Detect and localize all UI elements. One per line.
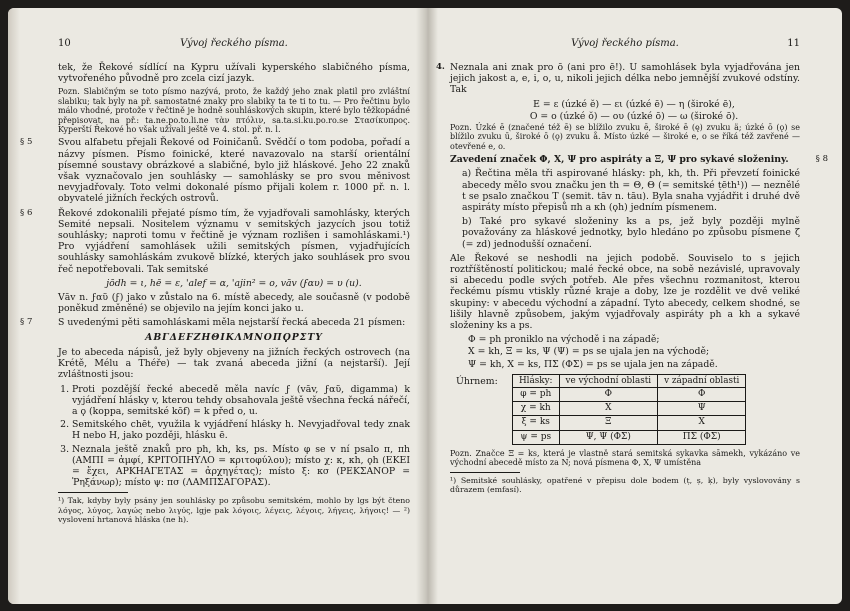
left-page — [20, 38, 410, 527]
table-cell: ΠΣ (ΦΣ) — [658, 430, 746, 444]
book-spread — [8, 8, 842, 604]
semitic-equation: jōdh = ι, hē = ε, 'alef = α, 'ajin² = ο, vāv (ϝαυ) = υ (u). — [106, 277, 362, 289]
table-cell: ψ = ps — [513, 430, 560, 444]
vav-paragraph: Vāv n. ϝαῦ (ϝ) jako v zůstalo na 6. místě abecedy, ale současně (v podobě poněkud změněné) se objevilo na jejím konci jako u. — [58, 292, 410, 315]
body-paragraph: Ale Řekové se neshodli na jejich podobě. Souviselo to s jejich roztříštěností politickou; malé řecké obce, na sobě nezávislé, upravovaly si abecedu podle svých potřeb. Ale přes všechnu rozmanitost, kterou řeckému písmu vtiskly různé kraje a doby, lze je rozdělit ve dvě veliké skupiny: v abecedu východní a západní. Tyto abecedy, celkem shodné, se lišily hlavně způsobem, jakým vyjadřovaly aspiráty ph a kh a sykavé složeniny ks a ps. — [450, 252, 800, 332]
table-header: Hlásky: — [513, 374, 560, 387]
list-item: 2. Semitského chēt, využila k vyjádření hlásky h. Nevyjadřoval tedy znak H nebo H, jako později, hlásku ē. — [72, 419, 410, 441]
table-header: ve východní oblasti — [559, 374, 658, 387]
table-cell: Φ — [658, 387, 746, 401]
table-cell: Ξ — [559, 416, 658, 430]
table-row — [513, 402, 746, 416]
running-head: Vývoj řeckého písma. — [180, 38, 288, 49]
table-cell: χ = kh — [513, 402, 560, 416]
features-list — [58, 384, 410, 489]
running-head: Vývoj řeckého písma. — [571, 38, 679, 49]
summary-table-block — [450, 374, 800, 445]
equation: E = ε (úzké ĕ) — ει (úzké ē) — η (široké ē), — [533, 98, 735, 110]
list-item: 3. Neznala ještě znaků pro ph, kh, ks, ps. Místo φ se v ní psalo π, πh (ΑΜΠΙ = ἀμφί, ΚΡΙΤΟΠΗΥΛΟ = κριτοφύλου); místo χ: κ, κh, ϙh (ΕΚΕΙ = ἔχει, ΑΡΚΗΑΓΕΤΑΣ = ἀρχηγέτας); místo ξ: κσ (ΡΕΚΣΑΝΟΡ = Ῥηξάνωρ); místo ψ: πσ (ΛΑΜΠΣΑΓΟΡΑΣ). — [72, 444, 410, 489]
page-number: 10 — [58, 38, 71, 49]
item-text: Neznala ani znak pro ō (ani pro ē!). U samohlásek byla vyjadřována jen jejich jakost a, e, i, o, u, nikoli jejich délka nebo jemnější zvukové odstíny. Tak — [450, 62, 800, 96]
book-gutter — [416, 8, 438, 604]
section-mark: § 7 — [20, 317, 33, 328]
section-text: Řekové zdokonalili přejaté písmo tím, že vyjadřovali samohlásky, kterých Semité nepsali. Nositelem významu v semitských jazycích jsou totiž souhlásky; naproti tomu v řečtině je význam rozlišen i samohláskami.¹) Pro vyjádření samohlásek užili semitských písmen, vyjadřujících souhlásky samohláskám zvukově blízké, kterých jako souhlásek pro svou řeč nepotřebovali. Tak semitské — [58, 207, 410, 275]
footnote: ¹) Semitské souhlásky, opatřené v přepisu dole bodem (ṭ, ṣ, ḳ), byly vyslovovány s důrazem (emfasí). — [450, 475, 800, 494]
footnote-rule — [58, 492, 128, 493]
section-5 — [20, 137, 410, 205]
table-label: Úhrnem: — [456, 375, 498, 387]
table-cell: Χ — [658, 416, 746, 430]
point-a: a) Řečtina měla tři aspirované hlásky: ph, kh, th. Při převzetí foinické abecedy mělo svou značku jen th = Θ, Θ (= semitské ṭēth¹)) — neznělé t se psalo značkou Τ (semit. tāv n. tāu). Byla snaha vyjádřit i druhé dvě aspiráty místo přepisů πh a κh (ϙh) jedním písmenem. — [462, 168, 800, 214]
footnote: ¹) Tak, kdyby byly psány jen souhlásky po způsobu semitském, mohlo by lgs být čteno λόγος, λύγος, λαγώς nebo λιγύς, lgje pak λόγοις, λέγεις, λέγοις, λήγεις, λήγοις! — ²) vyslovení hrtanová hláska (ne h). — [58, 496, 410, 524]
footnote-rule — [450, 472, 520, 473]
page-number: 11 — [787, 38, 800, 49]
table-cell: φ = ph — [513, 387, 560, 401]
section-6 — [20, 207, 410, 275]
table-cell: Ψ, Ψ (ΦΣ) — [559, 430, 658, 444]
note-paragraph: Pozn. Značce Ξ = ks, která je vlastně stará semitská sykavka sāmekh, vykázáno ve východní abecedě místo za N; nová písmena Φ, Χ, Ψ umístěna — [450, 448, 800, 468]
section-text: Svou alfabetu přejali Řekové od Foiničanů. Svědčí o tom podoba, pořadí a názvy písmen. Písmo foinické, které navazovalo na starší orientální písemné soustavy obrázkové a slabičné, bylo již hláskové. Jeho 22 znaků však vyznačovalo jen souhlásky — samohlásky se pro svou měnivost nevyjadřovaly. Toto velmi dokonalé písmo přijali kolem r. 1000 př. n. l. obyvatelé jižních řeckých ostrovů. — [58, 137, 410, 205]
table-cell: Χ — [559, 402, 658, 416]
list-item: Χ = kh, Ξ = ks, Ψ (Ψ) = ps se ujala jen na východě; — [468, 346, 710, 358]
table-row — [513, 416, 746, 430]
table-header-row — [513, 374, 746, 387]
note-paragraph: Pozn. Úzké ē (značené též ē) se blížilo zvuku ē, široké ē (ę) zvuku ä; úzké ō (ǫ) se blížilo zvuku ū, široké ō (ǫ) zvuku å. Místo úzké — široké e, o se říká též zavřené — otevřené e, o. — [450, 123, 800, 151]
right-header — [450, 38, 800, 52]
section-heading: Zavedení značek Φ, Χ, Ψ pro aspiráty a Ξ, Ψ pro sykavé složeniny. — [450, 154, 789, 166]
greek-alphabet: ΑΒΓΔΕϜΖΗΘΙΚΛΜΝΟΠϘΡΣΤΥ — [145, 331, 323, 343]
table-cell: Ψ — [658, 402, 746, 416]
note-paragraph: Pozn. Slabičným se toto písmo nazývá, proto, že každý jeho znak platil pro zvláštní slabiku; tak byly na př. samostatné znaky pro slabiky ta te ti to tu. — Pro řečtinu bylo málo vhodné, protože v řečtině je hodně souhláskových skupin, které bylo těžkopádné přepisovat, na př.: ta.ne.po.to.li.ne τὰν πτόλιν, sa.ta.si.ku.po.ro.se Στασίκυπρος. Kyperští Řekové ho však užívali ještě ve 4. stol. př. n. l. — [58, 87, 410, 135]
table-row — [513, 387, 746, 401]
page-edge-shadow — [8, 8, 20, 604]
right-page — [436, 38, 828, 497]
list-item: 1. Proti pozdější řecké abecedě měla navíc ϝ (vāv, ϝαῦ, digamma) k vyjádření hlásky v, kterou tehdy obsahovala ještě všechna řecká nářečí, a ϙ (koppa, semitské kōf) = k před o, u. — [72, 384, 410, 418]
point-b: b) Také pro sykavé složeniny ks a ps, jež byly později mylně považovány za hláskové jednotky, bylo hledáno po způsobu písmene ζ (= zd) jednodušší označení. — [462, 216, 800, 250]
equation: O = ο (úzké ŏ) — ου (úzké ō) — ω (široké ō). — [529, 110, 739, 122]
section-7-continuation: Je to abeceda nápisů, jež byly objeveny na jižních řeckých ostrovech (na Krétě, Mélu a Théře) — tak zvaná abeceda jižní (a nejstarší). Její zvláštnosti jsou: — [58, 346, 410, 381]
section-mark: § 5 — [20, 137, 33, 148]
section-text: S uvedenými pěti samohláskami měla nejstarší řecká abeceda 21 písmen: — [58, 317, 406, 329]
section-7 — [20, 317, 410, 329]
summary-table — [512, 374, 746, 445]
section-mark: § 8 — [815, 154, 828, 165]
item-number: 4. — [436, 62, 445, 72]
table-row — [513, 430, 746, 444]
intro-paragraph: tek, že Řekové sídlící na Kypru užívali kyperského slabičného písma, vytvořeného původně pro zcela cizí jazyk. — [58, 62, 410, 85]
section-8 — [450, 154, 828, 166]
list-item: Ψ = kh, Χ = ks, ΠΣ (ΦΣ) = ps se ujala jen na západě. — [468, 358, 718, 370]
left-header — [58, 38, 410, 52]
table-cell: Φ — [559, 387, 658, 401]
list-item: Φ = ph proniklo na východě i na západě; — [468, 334, 660, 346]
section-mark: § 6 — [20, 207, 33, 218]
table-header: v západní oblasti — [658, 374, 746, 387]
table-cell: ξ = ks — [513, 416, 560, 430]
item-4 — [436, 62, 800, 96]
